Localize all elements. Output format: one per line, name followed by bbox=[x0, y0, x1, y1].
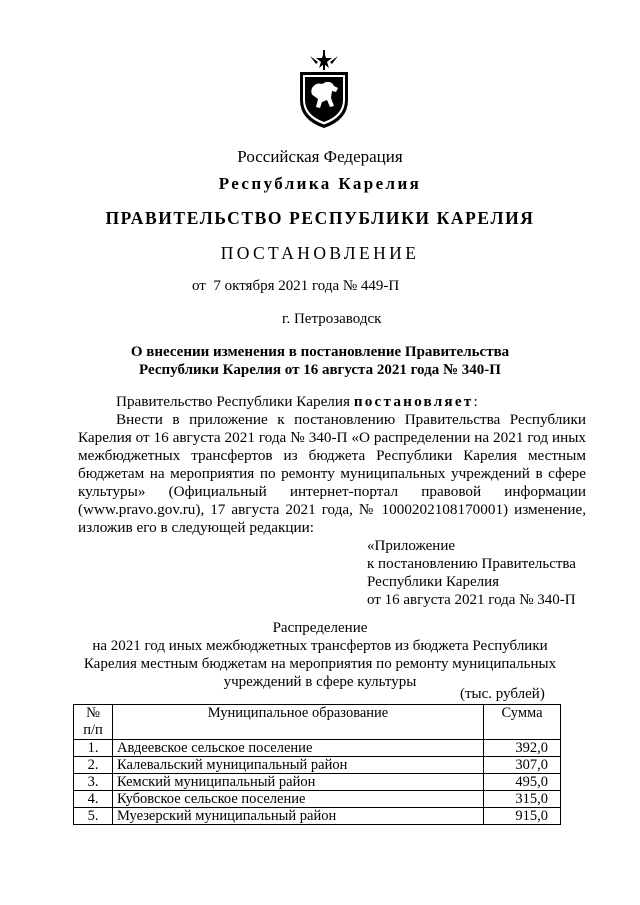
distribution-title: Распределение на 2021 год иных межбюджетных трансфертов из бюджета Республики Карелия местным бюджетам на мероприятия по ремонту муниципальных учреждений в сфере культуры bbox=[83, 620, 557, 690]
subject-line-2: Республики Карелия от 16 августа 2021 года № 340-П bbox=[139, 362, 501, 378]
decree-word: постановляет bbox=[353, 393, 474, 410]
body-paragraph: Внести в приложение к постановлению Правительства Республики Карелия от 16 августа 2021 года № 340-П «О распределении на 2021 год иных межбюджетных трансфертов из бюджета Республики Карелия местным бюджетам на мероприятия по ремонту муниципальных учреждений в сфере культуры» (Официальный интернет-портал правовой информации (www.pravo.gov.ru), 17 августа 2021 года, № 1000202108170001) изменение, изложив его в следующей редакции: bbox=[78, 411, 586, 536]
karelia-coat-of-arms-icon bbox=[296, 50, 352, 130]
table-row: 1. Авдеевское сельское поселение 392,0 bbox=[74, 740, 561, 757]
decree-line: Правительство Республики Карелия постановляет: bbox=[116, 393, 478, 410]
table-row: 5. Муезерский муниципальный район 915,0 bbox=[74, 808, 561, 825]
table-unit-label: (тыс. рублей) bbox=[460, 686, 545, 702]
federation-title: Российская Федерация bbox=[237, 147, 403, 166]
document-type: ПОСТАНОВЛЕНИЕ bbox=[220, 243, 420, 263]
document-date: от 7 октября 2021 года № 449-П bbox=[192, 278, 400, 294]
table-row: 2. Калевальский муниципальный район 307,0 bbox=[74, 757, 561, 774]
government-title: ПРАВИТЕЛЬСТВО РЕСПУБЛИКИ КАРЕЛИЯ bbox=[105, 208, 535, 228]
header-municipality: Муниципальное образование bbox=[113, 705, 484, 740]
republic-title: Республика Карелия bbox=[218, 174, 422, 193]
document-subject bbox=[0, 343, 640, 379]
table-row: 4. Кубовское сельское поселение 315,0 bbox=[74, 791, 561, 808]
header-num: № п/п bbox=[74, 705, 113, 740]
table-row: 3. Кемский муниципальный район 495,0 bbox=[74, 774, 561, 791]
table-header-row bbox=[74, 705, 561, 740]
header-sum: Сумма bbox=[484, 705, 561, 740]
appendix-block: «Приложение к постановлению Правительства Республики Карелия от 16 августа 2021 года № 340-П bbox=[367, 538, 576, 608]
subject-line-1: О внесении изменения в постановление Правительства bbox=[130, 344, 510, 360]
document-city: г. Петрозаводск bbox=[282, 311, 382, 327]
distribution-table bbox=[73, 704, 561, 825]
document-body bbox=[78, 393, 586, 537]
